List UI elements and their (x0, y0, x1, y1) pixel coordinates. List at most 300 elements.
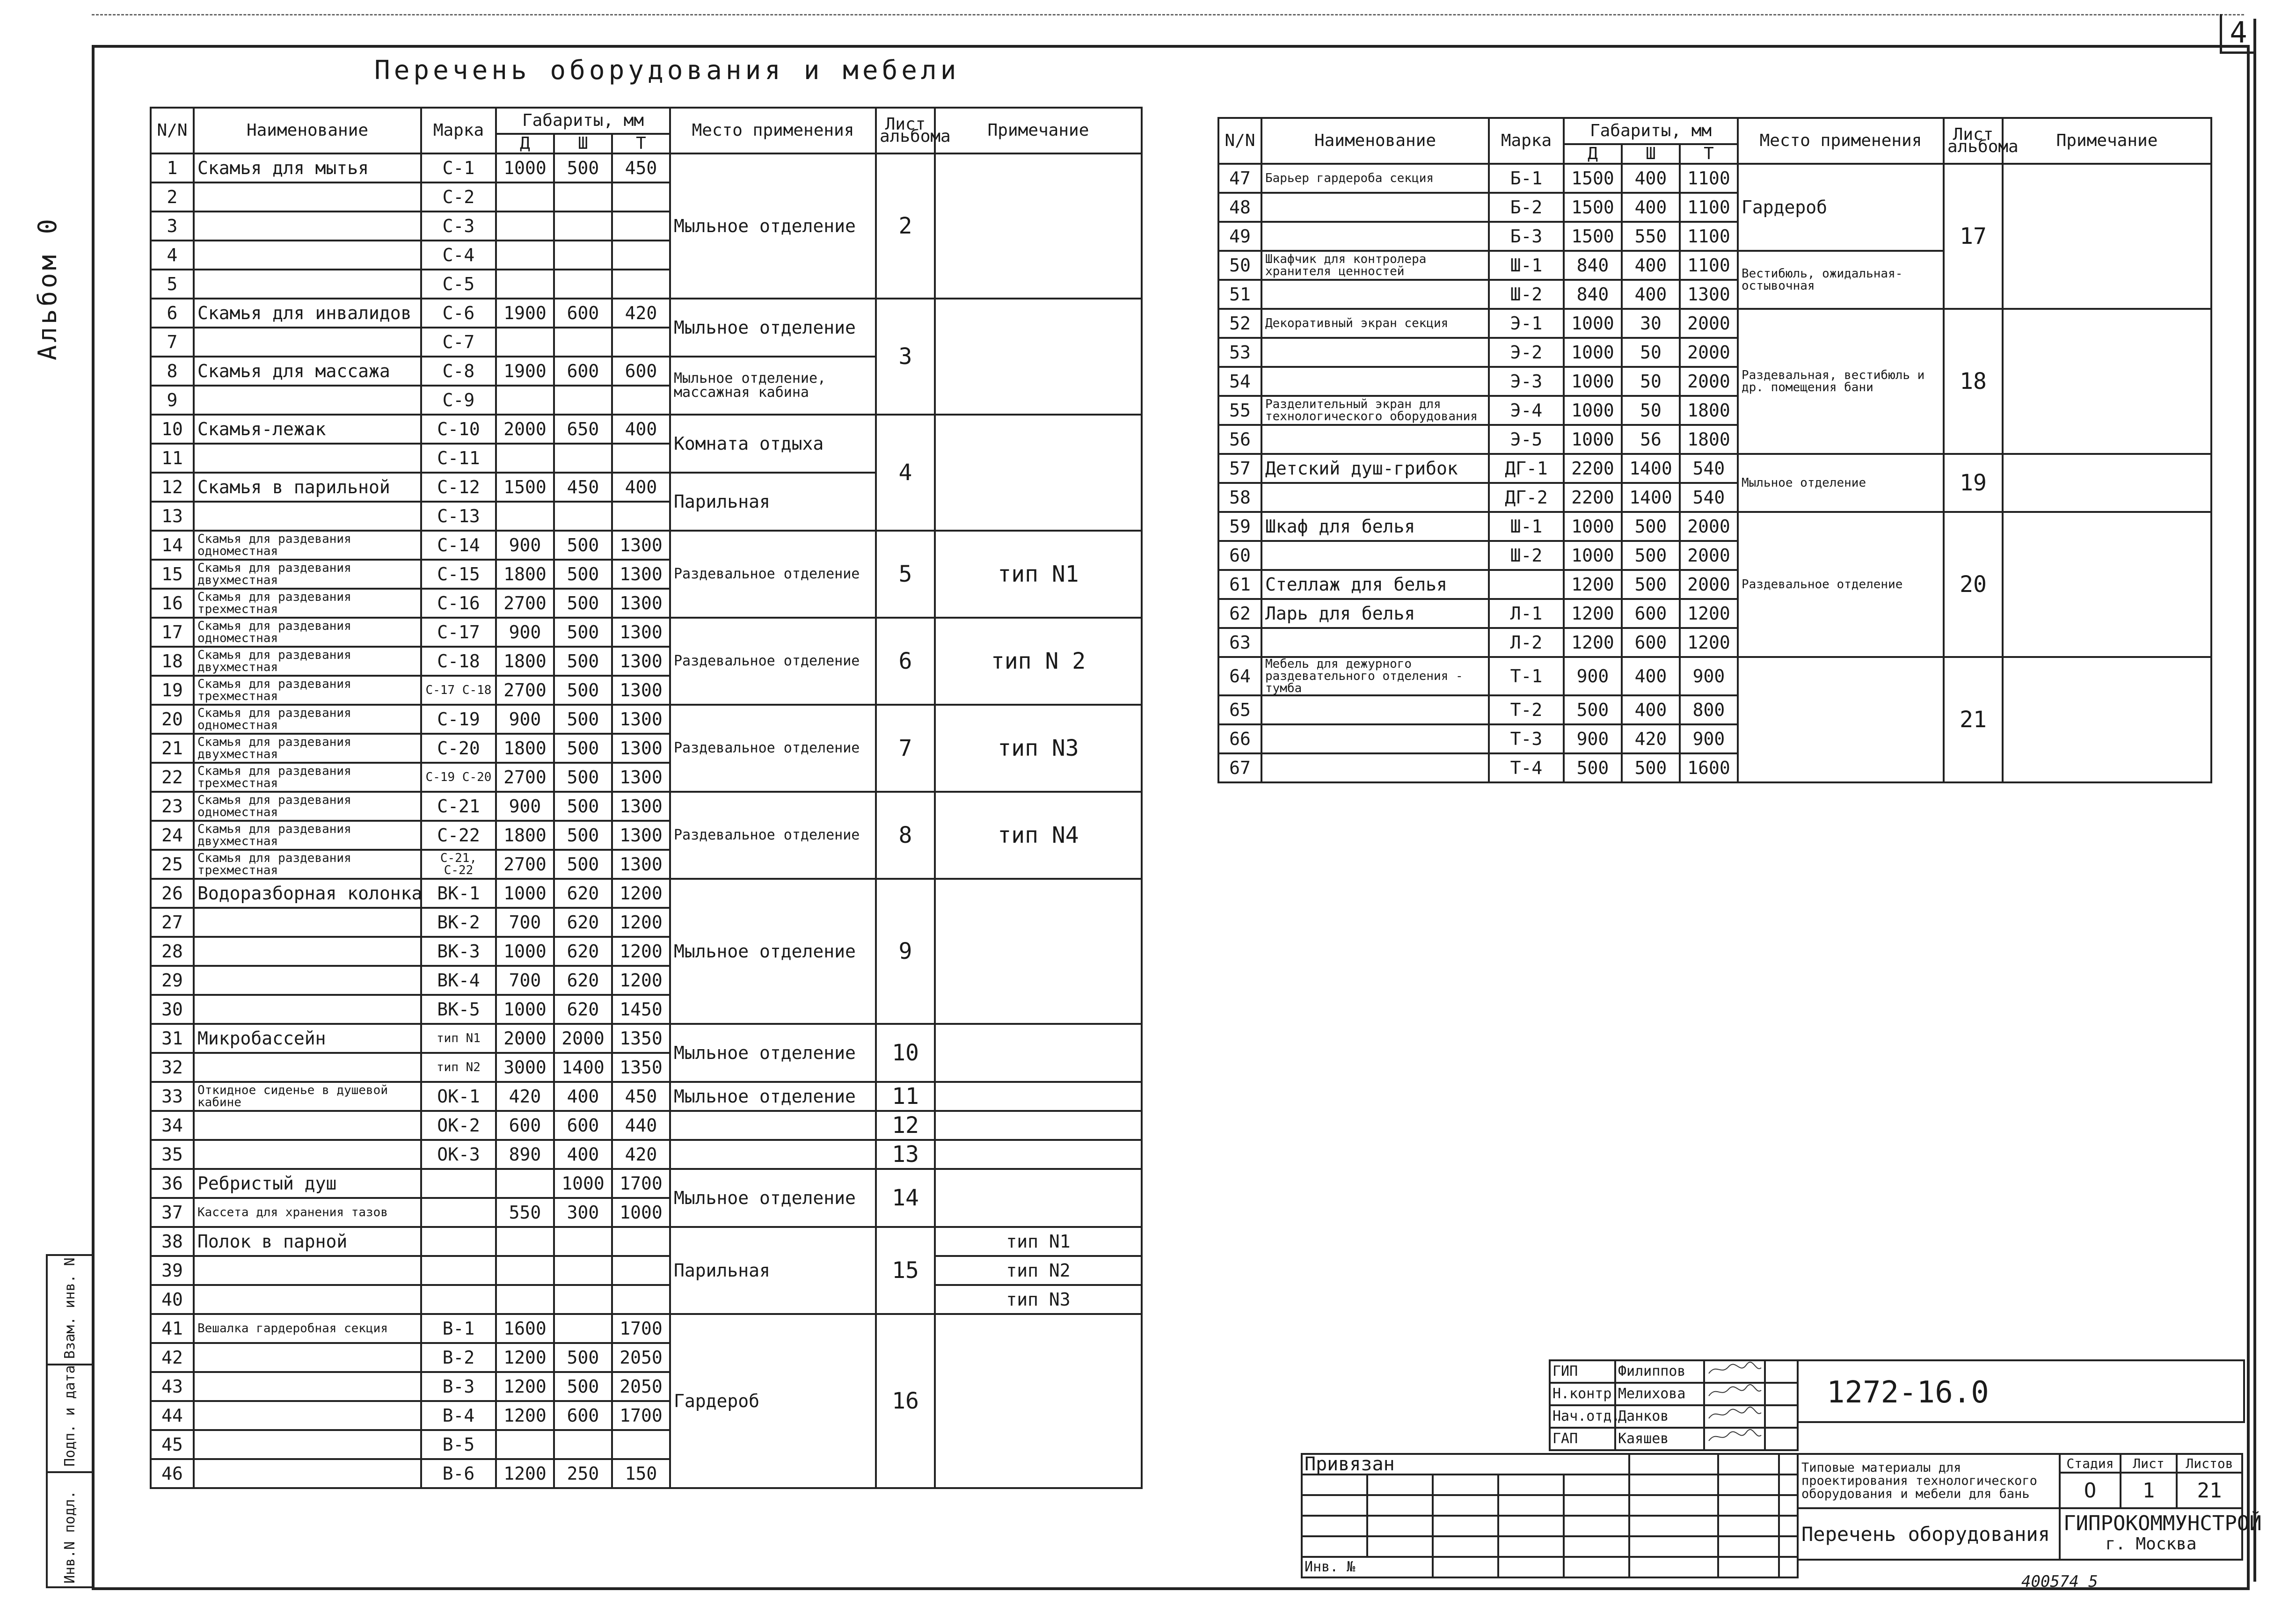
item-name (194, 1140, 421, 1169)
item-name: Скамья для массажа (194, 357, 421, 386)
dim-length: 1800 (496, 821, 554, 850)
item-name (194, 241, 421, 270)
row-number: 29 (151, 966, 194, 995)
col-note-header: Примечание (2003, 118, 2211, 164)
col-mark-header: Марка (421, 108, 496, 153)
dim-width: 2000 (554, 1024, 612, 1053)
dim-height: 1100 (1680, 222, 1738, 251)
item-name: Мебель для дежурного раздевательного отделения - тумба (1261, 657, 1489, 695)
dim-width: 600 (554, 1401, 612, 1430)
dim-height: 1450 (612, 995, 670, 1024)
table-row (1218, 657, 2211, 695)
col-name-header: Наименование (1261, 118, 1489, 164)
dim-height: 1200 (1680, 628, 1738, 657)
table-row (151, 299, 1142, 328)
item-mark: С-17 С-18 (421, 676, 496, 705)
item-name: Скамья для раздевания двухместная (194, 734, 421, 763)
item-mark: Ш-2 (1489, 280, 1564, 309)
dim-length: 2700 (496, 589, 554, 618)
item-name: Скамья для раздевания трехместная (194, 850, 421, 879)
item-name: Скамья-лежак (194, 415, 421, 444)
item-mark (421, 1227, 496, 1256)
dim-length: 2700 (496, 850, 554, 879)
row-number: 34 (151, 1111, 194, 1140)
row-number: 32 (151, 1053, 194, 1082)
dim-width: 600 (554, 357, 612, 386)
dim-height: 450 (612, 153, 670, 182)
item-name: Скамья для раздевания одноместная (194, 792, 421, 821)
item-name: Скамья в парильной (194, 473, 421, 502)
item-name (194, 212, 421, 241)
dim-width: 500 (554, 792, 612, 821)
dim-height (612, 241, 670, 270)
table-row (151, 879, 1142, 908)
dim-height: 540 (1680, 483, 1738, 512)
item-mark: тип N1 (421, 1024, 496, 1053)
organization-cell (2060, 1508, 2262, 1560)
item-name (1261, 724, 1489, 753)
dim-length: 1800 (496, 560, 554, 589)
dim-length: 700 (496, 966, 554, 995)
album-sheet: 13 (876, 1140, 935, 1169)
col-d-header: Д (1564, 144, 1622, 164)
table-row (151, 1140, 1142, 1169)
row-number: 40 (151, 1285, 194, 1314)
organization-city: г. Москва (2105, 1534, 2197, 1554)
doc-description: Типовые материалы для проектирования технологического оборудования и мебели для бань (1798, 1454, 2060, 1508)
item-mark: С-14 (421, 531, 496, 560)
row-number: 26 (151, 879, 194, 908)
row-number: 17 (151, 618, 194, 647)
item-name (1261, 280, 1489, 309)
binding-label: Привязан (1302, 1454, 1629, 1475)
dim-length: 1000 (1564, 367, 1622, 396)
row-number: 24 (151, 821, 194, 850)
dim-width: 1400 (554, 1053, 612, 1082)
col-h-header: Т (612, 134, 670, 153)
dim-width: 500 (554, 1343, 612, 1372)
item-name (1261, 695, 1489, 724)
row-number: 62 (1218, 599, 1261, 628)
row-number: 50 (1218, 251, 1261, 280)
item-name (194, 328, 421, 357)
item-mark: С-2 (421, 182, 496, 212)
row-number: 23 (151, 792, 194, 821)
col-place-header: Место применения (670, 108, 876, 153)
album-sheet: 20 (1944, 512, 2003, 657)
item-mark: Л-2 (1489, 628, 1564, 657)
table-row (1218, 164, 2211, 193)
dim-height: 2000 (1680, 309, 1738, 338)
item-name: Декоративный экран секция (1261, 309, 1489, 338)
item-mark: Т-4 (1489, 753, 1564, 782)
row-number: 28 (151, 937, 194, 966)
dim-height (612, 1430, 670, 1459)
left-equipment-table (150, 107, 1143, 1489)
row-number: 43 (151, 1372, 194, 1401)
date-cell (1765, 1405, 1798, 1428)
stage-value: О (2060, 1473, 2121, 1508)
album-sheet: 4 (876, 415, 935, 531)
dim-width: 620 (554, 937, 612, 966)
row-number: 16 (151, 589, 194, 618)
dim-height: 1300 (612, 763, 670, 792)
item-mark: ДГ-2 (1489, 483, 1564, 512)
dim-length: 900 (1564, 724, 1622, 753)
dim-length: 840 (1564, 280, 1622, 309)
dim-height: 900 (1680, 724, 1738, 753)
table-row (151, 1169, 1142, 1198)
row-number: 58 (1218, 483, 1261, 512)
dim-height: 1350 (612, 1053, 670, 1082)
item-name (194, 1459, 421, 1488)
table-row (1218, 454, 2211, 483)
item-name (194, 1343, 421, 1372)
dim-width (554, 241, 612, 270)
row-number: 47 (1218, 164, 1261, 193)
dim-length (496, 1430, 554, 1459)
dim-width: 620 (554, 879, 612, 908)
item-mark: С-22 (421, 821, 496, 850)
row-number: 3 (151, 212, 194, 241)
item-mark: ВК-2 (421, 908, 496, 937)
side-label-sign: Подп. и дата (62, 1365, 78, 1467)
dim-width: 1000 (554, 1169, 612, 1198)
note-cell (2003, 309, 2211, 454)
item-mark: В-4 (421, 1401, 496, 1430)
item-name: Разделительный экран для технологического оборудования (1261, 396, 1489, 425)
dim-width: 30 (1622, 309, 1680, 338)
item-mark: С-5 (421, 270, 496, 299)
dim-height: 1300 (612, 560, 670, 589)
item-mark: Т-1 (1489, 657, 1564, 695)
album-sheet: 19 (1944, 454, 2003, 512)
item-name: Скамья для раздевания трехместная (194, 589, 421, 618)
dim-length: 1500 (1564, 193, 1622, 222)
album-sheet: 18 (1944, 309, 2003, 454)
table-row (151, 153, 1142, 182)
dim-length: 1900 (496, 299, 554, 328)
item-name (194, 182, 421, 212)
item-mark: В-3 (421, 1372, 496, 1401)
dim-height: 2050 (612, 1372, 670, 1401)
dim-length: 1000 (1564, 309, 1622, 338)
dim-length: 2000 (496, 1024, 554, 1053)
table-row (151, 1314, 1142, 1343)
note-cell (2003, 512, 2211, 657)
row-number: 21 (151, 734, 194, 763)
item-name: Вешалка гардеробная секция (194, 1314, 421, 1343)
dim-width: 500 (554, 734, 612, 763)
usage-place (670, 1140, 876, 1169)
item-name: Ребристый душ (194, 1169, 421, 1198)
usage-place: Мыльное отделение (1738, 454, 1944, 512)
album-sheet: 12 (876, 1111, 935, 1140)
usage-place: Мыльное отделение (670, 1169, 876, 1227)
note-cell (935, 879, 1142, 1024)
item-mark: С-10 (421, 415, 496, 444)
row-number: 42 (151, 1343, 194, 1372)
item-mark: ОК-1 (421, 1082, 496, 1111)
item-mark: Э-4 (1489, 396, 1564, 425)
dim-width: 500 (554, 531, 612, 560)
stage-label: Стадия (2060, 1454, 2121, 1473)
album-sheet: 14 (876, 1169, 935, 1227)
dim-width: 620 (554, 908, 612, 937)
usage-place: Раздевальное отделение (670, 531, 876, 618)
table-row (151, 1227, 1142, 1256)
dim-width: 50 (1622, 396, 1680, 425)
item-mark (1489, 570, 1564, 599)
item-name: Скамья для раздевания двухместная (194, 821, 421, 850)
row-number: 54 (1218, 367, 1261, 396)
person-name: Мелихова (1615, 1383, 1704, 1405)
col-mark-header: Марка (1489, 118, 1564, 164)
table-row (151, 1024, 1142, 1053)
album-label: Альбом 0 (33, 216, 62, 360)
dim-height: 2000 (1680, 367, 1738, 396)
signature-scribble (1707, 1384, 1763, 1400)
dim-length: 1200 (1564, 599, 1622, 628)
item-mark: тип N2 (421, 1053, 496, 1082)
row-number: 48 (1218, 193, 1261, 222)
row-number: 61 (1218, 570, 1261, 599)
item-name (1261, 425, 1489, 454)
dim-height (612, 1227, 670, 1256)
dim-length: 700 (496, 908, 554, 937)
sheet-value: 1 (2121, 1473, 2177, 1508)
dim-height: 400 (612, 415, 670, 444)
item-name (1261, 541, 1489, 570)
dim-length: 900 (496, 618, 554, 647)
item-name (1261, 193, 1489, 222)
item-name: Скамья для раздевания одноместная (194, 705, 421, 734)
item-name: Шкафчик для контролера хранителя ценностей (1261, 251, 1489, 280)
dim-length: 1000 (1564, 396, 1622, 425)
person-name: Каяшев (1615, 1428, 1704, 1450)
item-mark: Т-2 (1489, 695, 1564, 724)
item-mark: Ш-1 (1489, 512, 1564, 541)
item-mark: Б-3 (1489, 222, 1564, 251)
dim-length (496, 1256, 554, 1285)
item-name (1261, 483, 1489, 512)
dim-height: 420 (612, 299, 670, 328)
row-number: 49 (1218, 222, 1261, 251)
row-number: 15 (151, 560, 194, 589)
row-number: 39 (151, 1256, 194, 1285)
dim-width: 620 (554, 995, 612, 1024)
dim-length: 3000 (496, 1053, 554, 1082)
col-num-header: N/N (1218, 118, 1261, 164)
item-mark: Б-2 (1489, 193, 1564, 222)
item-name (1261, 753, 1489, 782)
note-cell (935, 1169, 1142, 1227)
item-name (1261, 222, 1489, 251)
item-mark: С-19 С-20 (421, 763, 496, 792)
dim-width: 400 (1622, 280, 1680, 309)
dim-width (554, 1256, 612, 1285)
item-name (194, 444, 421, 473)
dim-height: 450 (612, 1082, 670, 1111)
dim-length: 900 (496, 531, 554, 560)
item-name: Ларь для белья (1261, 599, 1489, 628)
dim-length: 1200 (1564, 570, 1622, 599)
row-number: 63 (1218, 628, 1261, 657)
table-row (151, 1285, 1142, 1314)
dim-length (496, 502, 554, 531)
item-mark: С-19 (421, 705, 496, 734)
dim-width: 500 (554, 821, 612, 850)
note-cell: тип N 2 (935, 618, 1142, 705)
dim-width: 500 (1622, 541, 1680, 570)
signature-scribble (1707, 1406, 1763, 1422)
item-name (194, 1401, 421, 1430)
role-label: ГИП (1550, 1360, 1615, 1383)
note-cell: тип N1 (935, 1227, 1142, 1256)
dim-width: 500 (1622, 753, 1680, 782)
item-mark: С-1 (421, 153, 496, 182)
dim-width: 1400 (1622, 454, 1680, 483)
usage-place: Гардероб (1738, 164, 1944, 251)
dim-length: 1900 (496, 357, 554, 386)
dim-height: 2000 (1680, 541, 1738, 570)
dim-width (554, 1314, 612, 1343)
dim-width (554, 1227, 612, 1256)
row-number: 22 (151, 763, 194, 792)
row-number: 9 (151, 386, 194, 415)
dim-height: 1200 (612, 879, 670, 908)
dim-height: 1300 (612, 647, 670, 676)
page-number: 4 (2220, 14, 2255, 54)
person-name: Данков (1615, 1405, 1704, 1428)
item-name: Шкаф для белья (1261, 512, 1489, 541)
item-mark: Ш-1 (1489, 251, 1564, 280)
row-number: 8 (151, 357, 194, 386)
dim-height: 1200 (612, 908, 670, 937)
dim-width: 400 (1622, 657, 1680, 695)
item-mark: ОК-3 (421, 1140, 496, 1169)
item-mark: С-9 (421, 386, 496, 415)
album-sheet: 7 (876, 705, 935, 792)
title-block (1797, 1453, 2262, 1561)
dim-height: 1100 (1680, 193, 1738, 222)
col-w-header: Ш (554, 134, 612, 153)
dim-width: 400 (1622, 193, 1680, 222)
item-mark: С-20 (421, 734, 496, 763)
dim-width: 500 (554, 560, 612, 589)
item-mark: ВК-4 (421, 966, 496, 995)
dim-length (496, 1285, 554, 1314)
dim-width: 500 (554, 850, 612, 879)
note-cell (2003, 164, 2211, 309)
table-row (151, 1256, 1142, 1285)
album-sheet: 15 (876, 1227, 935, 1314)
col-num-header: N/N (151, 108, 194, 153)
dim-width (554, 1430, 612, 1459)
dim-width: 600 (1622, 599, 1680, 628)
note-cell: тип N4 (935, 792, 1142, 879)
dim-width: 550 (1622, 222, 1680, 251)
top-dashed-line (92, 14, 2244, 15)
date-cell (1765, 1383, 1798, 1405)
col-w-header: Ш (1622, 144, 1680, 164)
item-mark: Ш-2 (1489, 541, 1564, 570)
dim-width: 500 (554, 153, 612, 182)
dim-length: 1200 (496, 1401, 554, 1430)
item-name: Откидное сиденье в душевой кабине (194, 1082, 421, 1111)
item-mark: С-16 (421, 589, 496, 618)
item-name (194, 1111, 421, 1140)
album-sheet: 6 (876, 618, 935, 705)
dim-width (554, 328, 612, 357)
dim-length: 840 (1564, 251, 1622, 280)
dim-length (496, 386, 554, 415)
col-dims-header: Габариты, мм (1564, 118, 1738, 144)
dim-length (496, 444, 554, 473)
doc-code: 1272-16.0 (1827, 1375, 1989, 1410)
dim-height: 1700 (612, 1169, 670, 1198)
dim-height: 1300 (612, 821, 670, 850)
dim-width: 250 (554, 1459, 612, 1488)
note-cell: тип N1 (935, 531, 1142, 618)
dim-length: 1000 (1564, 512, 1622, 541)
dim-width: 400 (1622, 164, 1680, 193)
item-mark: С-7 (421, 328, 496, 357)
usage-place: Раздевальное отделение (670, 618, 876, 705)
signature (1704, 1383, 1765, 1405)
dim-height: 1000 (612, 1198, 670, 1227)
usage-place: Раздевальная, вестибюль и др. помещения бани (1738, 309, 1944, 454)
row-number: 67 (1218, 753, 1261, 782)
row-number: 11 (151, 444, 194, 473)
dim-height: 900 (1680, 657, 1738, 695)
dim-height: 1800 (1680, 396, 1738, 425)
dim-width: 500 (554, 618, 612, 647)
dim-width: 620 (554, 966, 612, 995)
item-name (194, 502, 421, 531)
table-row (1218, 512, 2211, 541)
usage-place: Парильная (670, 473, 876, 531)
dim-length: 900 (496, 705, 554, 734)
item-mark: В-6 (421, 1459, 496, 1488)
item-name: Барьер гардероба секция (1261, 164, 1489, 193)
dim-height (612, 1285, 670, 1314)
dim-width: 56 (1622, 425, 1680, 454)
item-name (194, 995, 421, 1024)
dim-height: 1200 (612, 966, 670, 995)
dim-width: 600 (554, 1111, 612, 1140)
signature-scribble (1707, 1361, 1763, 1377)
dim-length: 2000 (496, 415, 554, 444)
album-sheet: 5 (876, 531, 935, 618)
item-mark: Э-2 (1489, 338, 1564, 367)
note-cell: тип N2 (935, 1256, 1142, 1285)
dim-height (612, 270, 670, 299)
usage-place: Раздевальное отделение (670, 705, 876, 792)
row-number: 64 (1218, 657, 1261, 695)
dim-width (554, 1285, 612, 1314)
item-mark: ВК-1 (421, 879, 496, 908)
album-sheet: 16 (876, 1314, 935, 1488)
item-mark: Л-1 (1489, 599, 1564, 628)
dim-length: 550 (496, 1198, 554, 1227)
album-sheet: 11 (876, 1082, 935, 1111)
table-row (151, 618, 1142, 647)
dim-width (554, 502, 612, 531)
dim-length: 2200 (1564, 483, 1622, 512)
dim-width: 500 (554, 705, 612, 734)
row-number: 13 (151, 502, 194, 531)
